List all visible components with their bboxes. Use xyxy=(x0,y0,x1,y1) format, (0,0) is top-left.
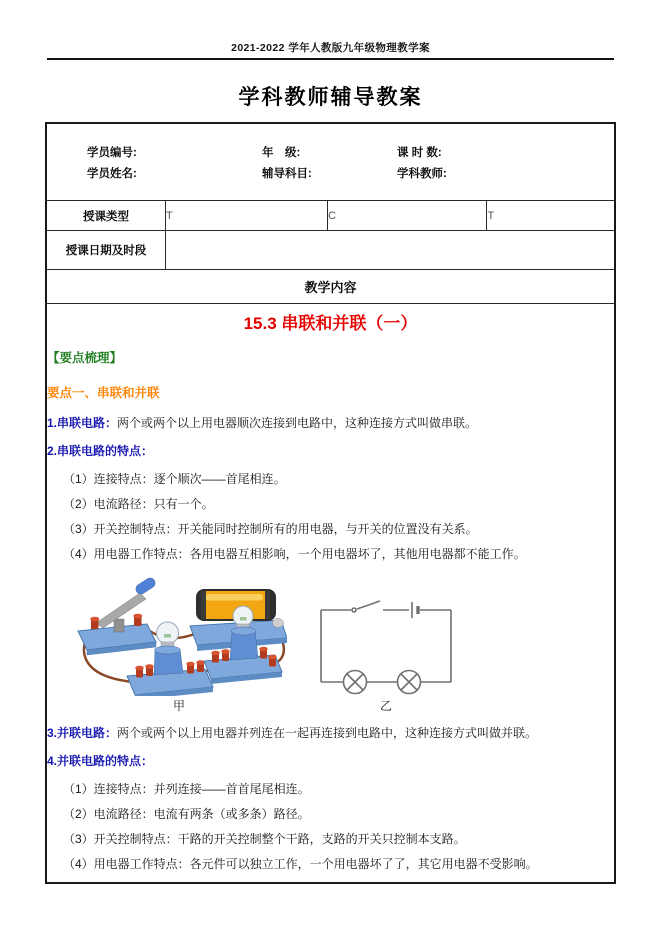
student-name-label: 学员姓名: xyxy=(87,167,137,180)
figure-label-yi: 乙 xyxy=(379,699,392,713)
lesson-type-row xyxy=(46,201,615,231)
page-header-note: 2021-2022 学年人教版九年级物理教学案 xyxy=(231,42,430,54)
lesson-date-label: 授课日期及时段 xyxy=(46,231,165,270)
parallel-definition-text: 两个或两个以上用电器并列连在一起再连接到电路中，这种连接方式叫做并联。 xyxy=(117,726,538,740)
lesson-type-label: 授课类型 xyxy=(46,201,165,231)
topic-heading: 要点一、串联和并联 xyxy=(47,386,160,400)
parallel-point-4: （4）用电器工作特点：各元件可以独立工作，一个用电器坏了了，其它用电器不受影响。 xyxy=(63,857,538,871)
lesson-type-value-2: C xyxy=(328,201,487,231)
lesson-count-label: 课 时 数: xyxy=(397,146,442,159)
student-info-grid xyxy=(47,141,614,183)
figure-label-jia: 甲 xyxy=(172,699,185,713)
knife-switch-illustration xyxy=(78,576,157,655)
series-point-1: （1）连接特点：逐个顺次——首尾相连。 xyxy=(63,472,286,486)
circuit-photo-figure xyxy=(71,572,287,714)
student-info-row xyxy=(46,123,615,201)
content-row xyxy=(46,304,615,884)
parallel-features-heading: 4.并联电路的特点： xyxy=(47,754,154,768)
lesson-info-table xyxy=(45,122,616,884)
parallel-point-3: （3）开关控制特点：干路的开关控制整个干路，支路的开关只控制本支路。 xyxy=(63,832,466,846)
header-divider xyxy=(47,58,614,60)
outline-heading: 【要点梳理】 xyxy=(47,351,123,365)
lesson-title: 15.3 串联和并联（一） xyxy=(243,314,418,333)
parallel-term: 3.并联电路： xyxy=(47,726,118,740)
lesson-type-value-3: T xyxy=(487,201,615,231)
lesson-date-row xyxy=(46,231,615,270)
grade-label: 年 级: xyxy=(262,146,301,159)
content-header-row xyxy=(46,270,615,304)
switch-symbol xyxy=(352,608,356,612)
parallel-point-1: （1）连接特点：并列连接——首首尾尾相连。 xyxy=(63,782,310,796)
series-circuit-diagram xyxy=(313,596,459,696)
circuit-diagram-figure xyxy=(313,596,459,714)
series-definition xyxy=(47,416,614,430)
lesson-date-value xyxy=(165,231,615,270)
student-id-label: 学员编号: xyxy=(87,146,137,159)
series-point-3: （3）开关控制特点：开关能同时控制所有的用电器，与开关的位置没有关系。 xyxy=(63,522,478,536)
lesson-content xyxy=(46,304,615,884)
parallel-definition xyxy=(47,726,614,740)
parallel-point-2: （2）电流路径：电流有两条（或多条）路径。 xyxy=(63,807,310,821)
circuit-figure xyxy=(71,572,614,714)
subject-label: 辅导科目: xyxy=(262,167,312,180)
series-circuit-photo xyxy=(71,572,287,696)
series-term: 1.串联电路： xyxy=(47,416,118,430)
content-header: 教学内容 xyxy=(46,270,615,304)
series-features-heading: 2.串联电路的特点： xyxy=(47,444,154,458)
series-definition-text: 两个或两个以上用电器顺次连接到电路中，这种连接方式叫做串联。 xyxy=(117,416,478,430)
series-point-2: （2）电流路径：只有一个。 xyxy=(63,497,214,511)
lesson-type-value-1: T xyxy=(165,201,327,231)
teacher-label: 学科教师: xyxy=(397,167,447,180)
series-point-4: （4）用电器工作特点：各用电器互相影响，一个用电器坏了，其他用电器都不能工作。 xyxy=(63,547,526,561)
doc-title: 学科教师辅导教案 xyxy=(238,86,423,109)
